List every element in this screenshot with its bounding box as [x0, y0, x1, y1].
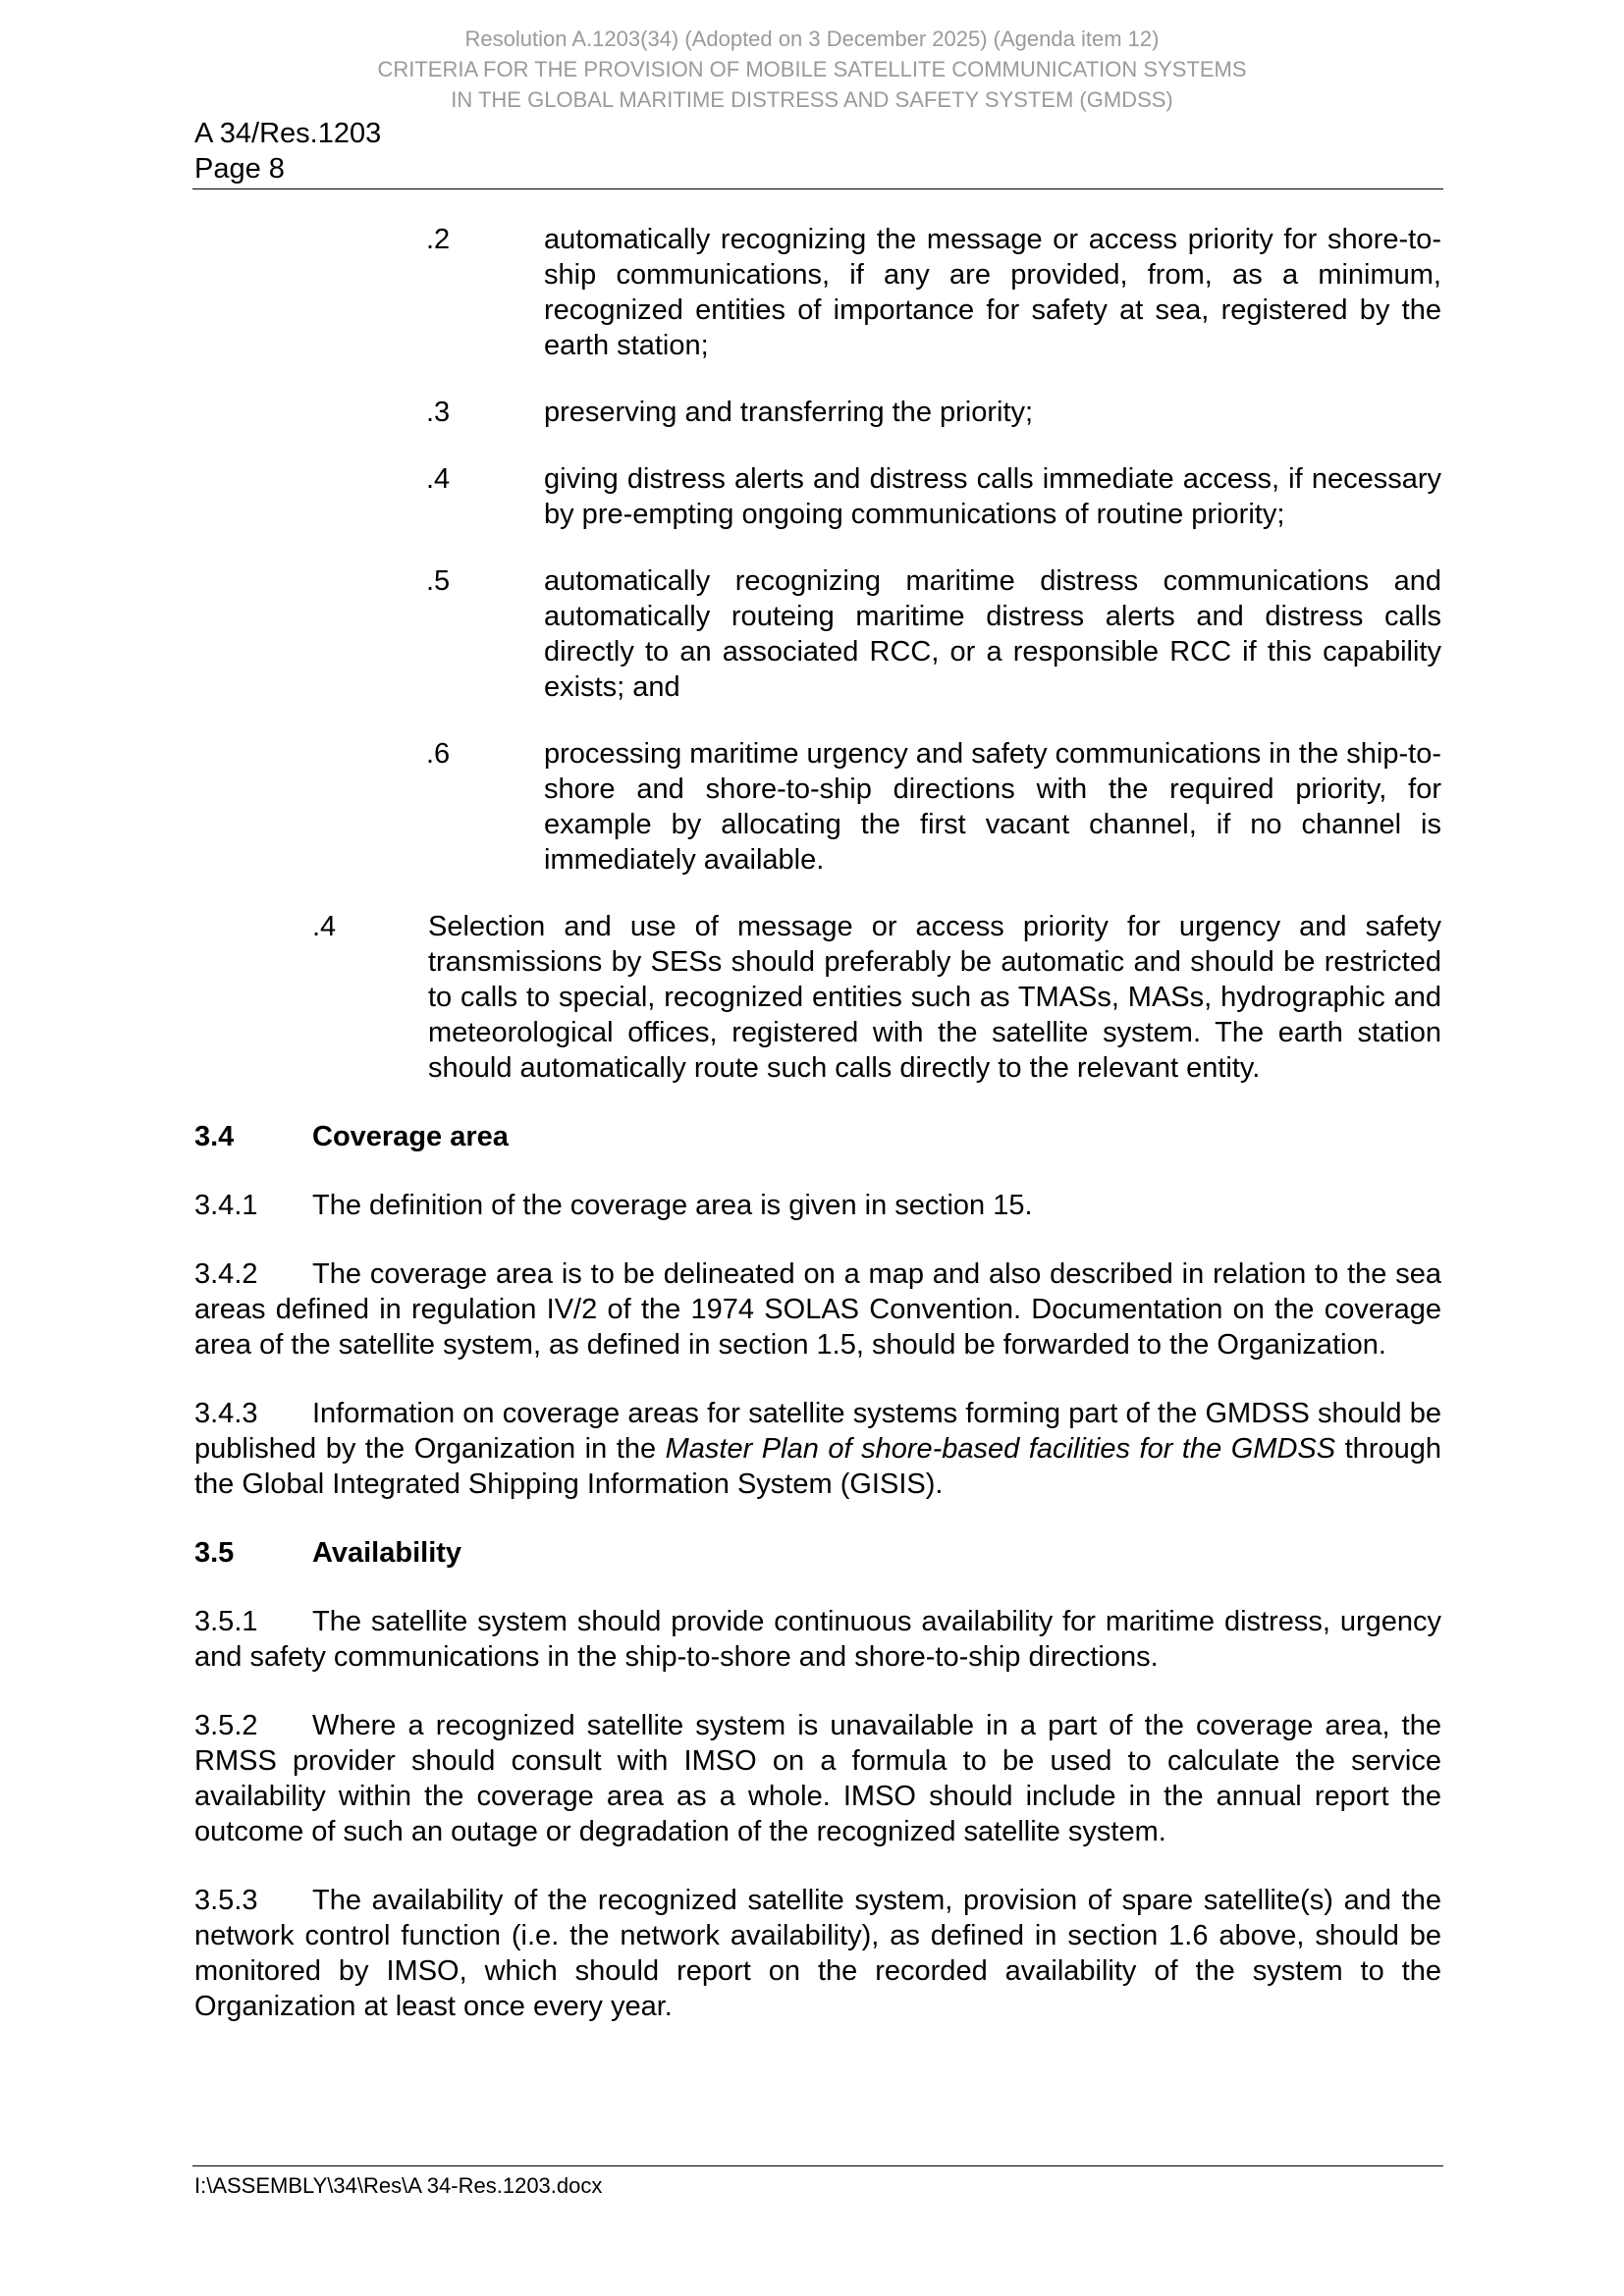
paragraph-3-4-1: [194, 1188, 1441, 1223]
list-item-number: .4: [312, 911, 337, 942]
footer-file-path: I:\ASSEMBLY\34\Res\A 34-Res.1203.docx: [194, 2173, 603, 2198]
list-item-text: giving distress alerts and distress calls immediate access, if necessary by pre-empting ongoing communications of routine priority;: [544, 463, 1441, 530]
paragraph-text-continued: through the Global Integrated Shipping Information System (GISIS).: [194, 1433, 1441, 1500]
list-item: [194, 222, 1441, 363]
paragraph-number: 3.4.3: [194, 1398, 258, 1429]
section-number: 3.5: [194, 1537, 235, 1569]
paragraph-text: The definition of the coverage area is given in section 15.: [312, 1190, 1033, 1221]
paragraph-3-5-3: [194, 1883, 1441, 2024]
list-item-text: automatically recognizing the message or access priority for shore-to-ship communications, if any are provided, from, as a minimum, recognized entities of importance for safety at sea, registered by the earth station;: [544, 224, 1441, 361]
list-item: [194, 461, 1441, 532]
section-title: Availability: [312, 1537, 462, 1569]
page-number: Page 8: [194, 153, 285, 185]
paragraph-number: 3.5.1: [194, 1606, 258, 1637]
paragraph-number: 3.4.1: [194, 1190, 258, 1221]
document-reference: [194, 116, 381, 187]
paragraph-number: 3.4.2: [194, 1258, 258, 1290]
document-symbol: A 34/Res.1203: [194, 118, 382, 149]
paragraph-3-5-1: [194, 1604, 1441, 1675]
running-header-title-line1: CRITERIA FOR THE PROVISION OF MOBILE SATELLITE COMMUNICATION SYSTEMS: [377, 57, 1247, 81]
list-item: [194, 736, 1441, 878]
footer-rule: [192, 2165, 1443, 2166]
publication-title: Master Plan of shore-based facilities for the GMDSS: [665, 1433, 1336, 1465]
header-rule: [192, 188, 1443, 189]
list-item-text: Selection and use of message or access priority for urgency and safety transmissions by SESs should preferably be automatic and should be restricted to calls to special, recognized entities such as TMASs, MASs, hydrographic and meteorological offices, registered with the satellite system. The earth station should automatically route such calls directly to the relevant entity.: [428, 911, 1441, 1084]
list-item-level2: [194, 909, 1441, 1086]
running-header: [0, 24, 1624, 115]
list-item-text: processing maritime urgency and safety communications in the ship-to-shore and shore-to-ship directions with the required priority, for example by allocating the first vacant channel, if no channel is immediately available.: [544, 738, 1441, 876]
paragraph-3-4-2: [194, 1256, 1441, 1362]
paragraph-text: The coverage area is to be delineated on a map and also described in relation to the sea areas defined in regulation IV/2 of the 1974 SOLAS Convention. Documentation on the coverage area of the satellite system, as defined in section 1.5, should be forwarded to the Organization.: [194, 1258, 1441, 1361]
section-number: 3.4: [194, 1121, 235, 1152]
paragraph-text: Information on coverage areas for satellite systems forming part of the GMDSS should be published by the Organization in the: [194, 1398, 1441, 1465]
running-header-title-line2: IN THE GLOBAL MARITIME DISTRESS AND SAFETY SYSTEM (GMDSS): [451, 87, 1173, 112]
document-body: [194, 222, 1441, 2024]
paragraph-3-5-2: [194, 1708, 1441, 1849]
list-item-number: .3: [426, 397, 451, 428]
section-heading-coverage-area: [194, 1119, 1441, 1154]
paragraph-number: 3.5.2: [194, 1710, 258, 1741]
list-item-number: .4: [426, 463, 451, 495]
section-title: Coverage area: [312, 1121, 509, 1152]
section-heading-availability: [194, 1535, 1441, 1571]
list-item-number: .2: [426, 224, 451, 255]
paragraph-text: Where a recognized satellite system is unavailable in a part of the coverage area, the RMSS provider should consult with IMSO on a formula to be used to calculate the service availability within the coverage area as a whole. IMSO should include in the annual report the outcome of such an outage or degradation of the recognized satellite system.: [194, 1710, 1441, 1847]
list-item-text: preserving and transferring the priority;: [544, 397, 1034, 428]
paragraph-text: The satellite system should provide continuous availability for maritime distress, urgency and safety communications in the ship-to-shore and shore-to-ship directions.: [194, 1606, 1441, 1673]
paragraph-text: The availability of the recognized satellite system, provision of spare satellite(s) and the network control function (i.e. the network availability), as defined in section 1.6 above, should be monitored by IMSO, which should report on the recorded availability of the system to the Organization at least once every year.: [194, 1885, 1441, 2022]
list-item: [194, 395, 1441, 430]
running-header-resolution: Resolution A.1203(34) (Adopted on 3 December 2025) (Agenda item 12): [464, 27, 1160, 51]
paragraph-number: 3.5.3: [194, 1885, 258, 1916]
list-item: [194, 563, 1441, 705]
list-item-number: .6: [426, 738, 451, 770]
list-item-text: automatically recognizing maritime distress communications and automatically routeing maritime distress alerts and distress calls directly to an associated RCC, or a responsible RCC if this capability exists; and: [544, 565, 1441, 703]
paragraph-3-4-3: [194, 1396, 1441, 1502]
list-item-number: .5: [426, 565, 451, 597]
